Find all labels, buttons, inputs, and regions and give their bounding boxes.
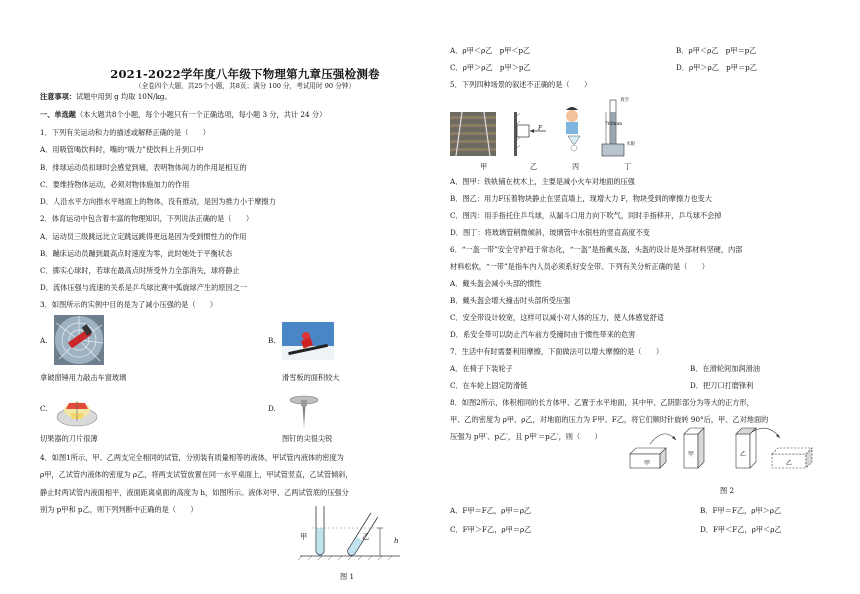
q2-option-b: B．蹦床运动员蹦到最高点时速度为零，此时她处于平衡状态 bbox=[40, 249, 233, 258]
thumbtack-image bbox=[282, 390, 326, 430]
page-subtitle: （全卷四个大题，共25个小题，共8页；满分 100 分，考试用时 90 分钟） bbox=[135, 82, 355, 90]
figure-q5-scenes bbox=[450, 98, 638, 166]
q6-line1: 6．“一盔一带”安全守护趋于常态化，“一盔”是指戴头盔，头盔的设计是外部材料坚硬，内部 bbox=[450, 245, 743, 254]
q7-option-a: A．在椅子下装轮子 bbox=[450, 364, 513, 373]
fig1-label-yi: 乙 bbox=[362, 532, 370, 541]
q5-fig-label-ding: 丁 bbox=[624, 162, 632, 171]
q2-option-c: C．掷实心球时，若球在最高点时所受外力全部消失，球将静止 bbox=[40, 266, 240, 275]
q6-line2: 材料松软，“一带”是指车内人员必须系好安全带。下列有关分析正确的是（ ） bbox=[450, 262, 709, 271]
q6-option-c: C．安全带设计较宽，这样可以减小对人体的压力，使人体感觉舒适 bbox=[450, 313, 664, 322]
q5-fig-mm-label: 760mm bbox=[605, 122, 623, 127]
page-title: 2021-2022学年度八年级下物理第九章压强检测卷 bbox=[110, 67, 380, 81]
figure-2-blocks bbox=[624, 424, 830, 478]
section1-heading: 一、单选题 bbox=[40, 110, 76, 119]
q4-line2: ρ甲，乙试管内液体的密度为 ρ乙，将两支试管放置在同一水平桌面上，甲试管竖直，乙试管倾斜， bbox=[40, 470, 353, 479]
q2-option-d: D．流体压强与流速的关系是乒乓球比赛中弧旋球产生的原因之一 bbox=[40, 283, 248, 292]
q8-line2: 甲、乙的密度为 ρ甲、ρ乙，对地面的压力为 F甲、F乙，将它们顺时针旋转 90°后，甲、乙对地面的 bbox=[450, 415, 769, 424]
q5-stem: 5．下列四种场景的叙述不正确的是（ ） bbox=[450, 80, 592, 89]
hammer-glass-image bbox=[54, 315, 104, 365]
q8-line3: 压强为 p甲′、p乙′，且 p甲′＝p乙′，则（ ） bbox=[450, 432, 602, 441]
ski-image bbox=[282, 322, 334, 360]
q4-line3: 静止时两试管内液面相平，液面距离桌面的高度为 h，如图所示。液体对甲、乙两试管底的压强分 bbox=[40, 488, 349, 497]
q5-fig-label-bing: 丙 bbox=[572, 162, 580, 171]
q6-option-b: B．戴头盔会增大撞击时头部所受压强 bbox=[450, 296, 571, 305]
q4-option-d: D．ρ甲＞ρ乙 p甲＝p乙 bbox=[676, 63, 757, 72]
figure-2-caption: 图 2 bbox=[720, 486, 735, 495]
q1-option-c: C．要维持物体运动，必须对物体施加力的作用 bbox=[40, 180, 190, 189]
q4-line4: 别为 p甲和 p乙，则下列判断中正确的是（ ） bbox=[40, 505, 198, 514]
q3-a-label: A. bbox=[40, 336, 48, 345]
q3-c-label: C. bbox=[40, 404, 48, 413]
q1-stem: 1．下列有关运动和力的描述或解释正确的是（ ） bbox=[40, 128, 210, 137]
q2-option-a: A．运动员三级跳远比立定跳远跳得更远是因为受到惯性力的作用 bbox=[40, 232, 247, 241]
q5-fig-label-yi: 乙 bbox=[530, 162, 538, 171]
q4-option-c: C．ρ甲＞ρ乙 p甲＞p乙 bbox=[450, 63, 531, 72]
q7-option-d: D．把刀口打磨锋利 bbox=[690, 381, 754, 390]
fruit-cutter-image bbox=[52, 395, 102, 429]
fig2-label-jia-lying: 甲 bbox=[644, 460, 651, 467]
q5-option-d: D．图丁：将玻璃管稍微倾斜，玻璃管中水银柱的竖直高度不变 bbox=[450, 228, 650, 237]
q8-option-c: C．F甲＞F乙，ρ甲＝ρ乙 bbox=[450, 525, 532, 534]
notice-text: 试题中用到 g 均取 10N/kg。 bbox=[75, 92, 172, 101]
q8-option-a: A．F甲＝F乙，ρ甲＝ρ乙 bbox=[450, 506, 532, 515]
q3-stem: 3．如图所示的实例中目的是为了减小压强的是（ ） bbox=[40, 300, 218, 309]
q5-option-a: A．图甲：铁轨铺在枕木上，主要是减小火车对地面的压强 bbox=[450, 177, 635, 186]
q3-c-caption: 切果器的刀片很薄 bbox=[40, 434, 98, 443]
q8-option-d: D．F甲＜F乙，ρ甲＜ρ乙 bbox=[700, 525, 782, 534]
fig2-label-jia-standing: 甲 bbox=[688, 451, 695, 458]
q3-b-label: B. bbox=[268, 336, 276, 345]
q3-b-caption: 滑雪板的面积较大 bbox=[282, 373, 340, 382]
q7-option-c: C．在车轮上固定防滑链 bbox=[450, 381, 528, 390]
section1-desc: （本大题共8个小题，每个小题只有一个正确选项，每小题 3 分，共计 24 分） bbox=[75, 110, 327, 119]
q5-option-c: C．图丙：用手指托住乒乓球，从漏斗口用力向下吹气，同时手指移开，乒乓球不会掉 bbox=[450, 211, 722, 220]
q1-option-d: D．人沿水平方向推水平地面上的物体，没有推动，是因为推力小于摩擦力 bbox=[40, 197, 276, 206]
q3-d-label: D. bbox=[268, 404, 276, 413]
q2-stem: 2．体育运动中包含着丰富的物理知识，下列说法正确的是（ ） bbox=[40, 214, 254, 223]
fig1-label-jia: 甲 bbox=[300, 532, 308, 541]
q4-option-a: A．ρ甲＜ρ乙 p甲＜p乙 bbox=[450, 46, 531, 55]
q5-fig-label-jia: 甲 bbox=[480, 162, 488, 171]
fig1-label-h: h bbox=[394, 536, 399, 545]
q1-option-a: A．用吸管喝饮料时，嘴的“吸力”使饮料上升到口中 bbox=[40, 145, 204, 154]
notice-label: 注意事项： bbox=[40, 92, 76, 101]
q3-a-caption: 拿破窗锤用力敲击车窗玻璃 bbox=[40, 373, 127, 382]
q3-d-caption: 图钉的尖很尖锐 bbox=[282, 434, 333, 443]
q1-option-b: B．排球运动员扣球时会感觉到痛，表明物体间力的作用是相互的 bbox=[40, 163, 247, 172]
fig2-label-yi-standing: 乙 bbox=[740, 451, 747, 458]
q7-option-b: B．在滑轮间加润滑油 bbox=[690, 364, 760, 373]
q6-option-d: D．系安全带可以防止汽车前方受撞时由于惯性带来的危害 bbox=[450, 330, 636, 339]
q4-line1: 4．如图1所示，甲、乙两支完全相同的试管，分别装有质量相等的液体，甲试管内液体的密度为 bbox=[40, 453, 344, 462]
figure-1-test-tubes bbox=[292, 500, 408, 564]
q5-fig-force-label: F bbox=[538, 125, 543, 132]
section-heading bbox=[40, 110, 326, 119]
q5-option-b: B．图乙：用力F压着物块静止在竖直墙上，现增大力 F，物块受到的摩擦力也变大 bbox=[450, 194, 712, 203]
q4-option-b: B．ρ甲＜ρ乙 p甲＝p乙 bbox=[676, 46, 757, 55]
q6-option-a: A．戴头盔会减小头部的惯性 bbox=[450, 279, 542, 288]
figure-1-caption: 图 1 bbox=[340, 572, 355, 581]
q8-option-b: B．F甲＝F乙，ρ甲＞ρ乙 bbox=[700, 506, 782, 515]
notice-line bbox=[40, 92, 172, 101]
q5-fig-mercury-label: 水银 bbox=[626, 142, 635, 147]
q7-stem: 7．生活中有时需要利用摩擦，下面做法可以增大摩擦的是（ ） bbox=[450, 347, 664, 356]
q8-line1: 8．如图2所示，体积相同的长方体甲、乙置于水平地面，其中甲、乙阴影部分为等大的正方形， bbox=[450, 398, 754, 407]
fig2-label-yi-lying: 乙 bbox=[786, 460, 793, 467]
q5-fig-vacuum-label: 真空 bbox=[620, 98, 629, 103]
